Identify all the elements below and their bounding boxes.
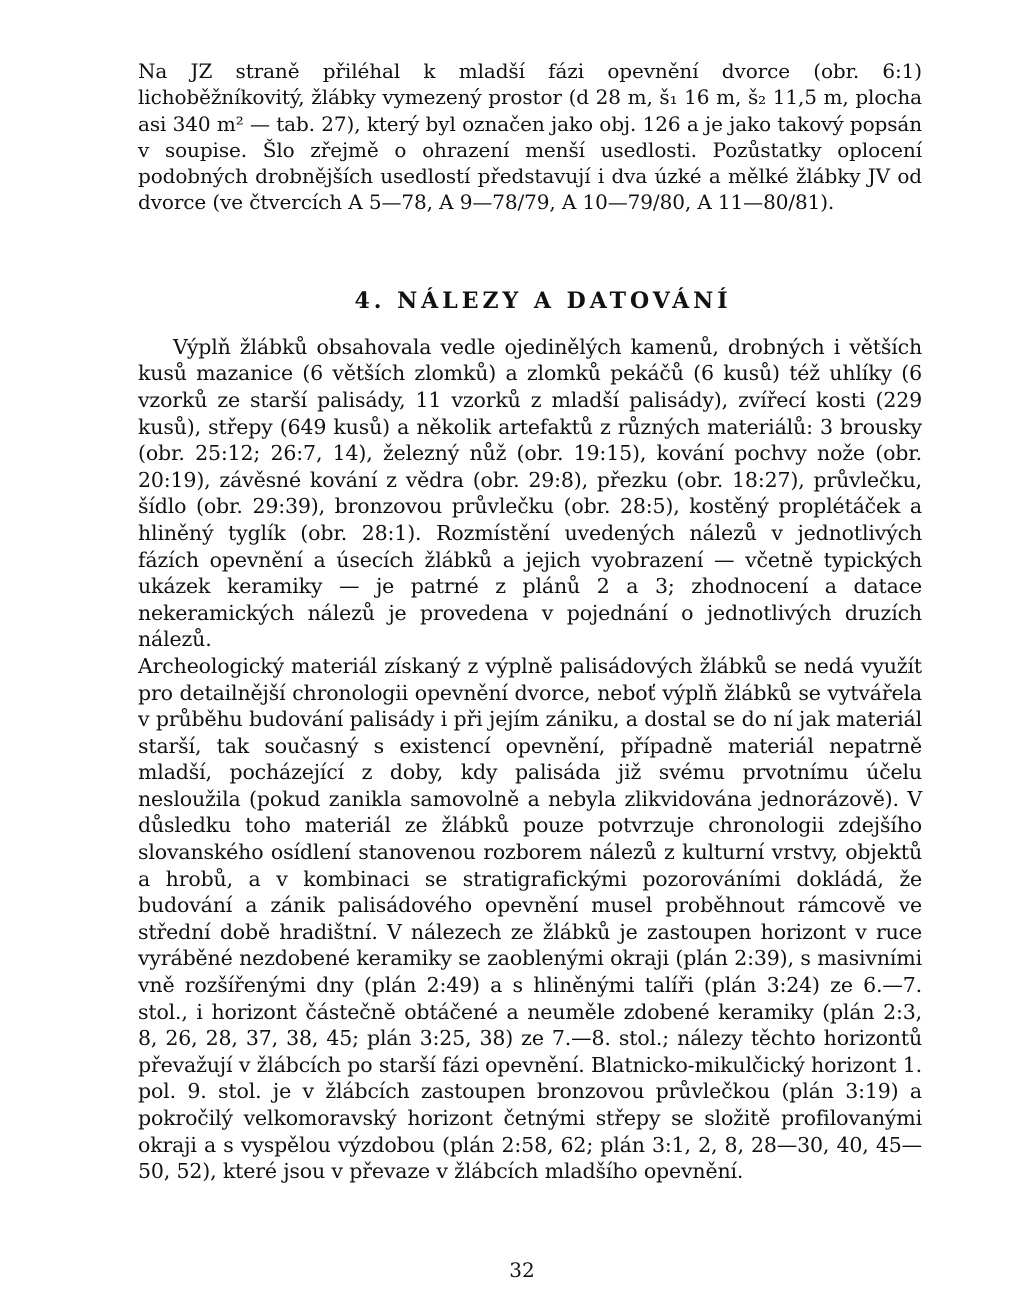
body-paragraph-2: Archeologický materiál získaný z výplně palisádových žlábků se nedá využít pro detailnější chronologii opevnění dvorce, neboť výplň žlábků se vytvářela v průběhu budování palisády i při jejím zániku, a dostal se do ní jak materiál starší, tak současný s existencí opevnění, případně materiál nepatrně mladší, pocházející z doby, kdy palisáda již svému prvotnímu účelu nesloužila (pokud zanikla samovolně a nebyla zlikvidována jednorázově). V důsledku toho materiál ze žlábků pouze potvrzuje chronologii zdejšího slovanského osídlení stanovenou rozborem nálezů z kulturní vrstvy, objektů a hrobů, a v kombinaci se stratigrafickými pozorováními dokládá, že budování a zánik palisádového opevnění musel proběhnout rámcově ve střední době hradištní. V nálezech ze žlábků je zastoupen horizont v ruce vyráběné nezdobené keramiky se zaoblenými okraji (plán 2:39), s masivními vně rozšířenými dny (plán 2:49) a s hliněnými talíři (plán 3:24) ze 6.—7. stol., i horizont částečně obtáčené a neuměle zdobené keramiky (plán 2:3, 8, 26, 28, 37, 38, 45; plán 3:25, 38) ze 7.—8. stol.; nálezy těchto horizontů převažují v žlábcích po starší fázi opevnění. Blatnicko-mikulčický horizont 1. pol. 9. stol. je v žlábcích zastoupen bronzovou průvlečkou (plán 3:19) a pokročilý velkomoravský horizont četnými střepy se složitě profilovanými okraji a s vyspělou výzdobou (plán 2:58, 62; plán 3:1, 2, 8, 28—30, 40, 45—50, 52), které jsou v převaze v žlábcích mladšího opevnění. bbox=[138, 653, 922, 1184]
body-paragraph-1: Výplň žlábků obsahovala vedle ojedinělých kamenů, drobných i větších kusů mazanice (6 větších zlomků) a zlomků pekáčů (6 kusů) též uhlíky (6 vzorků ze starší palisády, 11 vzorků z mladší palisády), zvířecí kosti (229 kusů), střepy (649 kusů) a několik artefaktů z různých materiálů: 3 brousky (obr. 25:12; 26:7, 14), železný nůž (obr. 19:15), kování pochvy nože (obr. 20:19), závěsné kování z vědra (obr. 29:8), přezku (obr. 18:27), průvlečku, šídlo (obr. 29:39), bronzovou průvlečku (obr. 28:5), kostěný proplétáček a hliněný tyglík (obr. 28:1). Rozmístění uvedených nálezů v jednotlivých fázích opevnění a úsecích žlábků a jejich vyobrazení — včetně typických ukázek keramiky — je patrné z plánů 2 a 3; zhodnocení a datace nekeramických nálezů je provedena v pojednání o jednotlivých druzích nálezů. bbox=[138, 334, 922, 652]
section-heading: 4. NÁLEZY A DATOVÁNÍ bbox=[354, 287, 732, 314]
intro-paragraph: Na JZ straně přiléhal k mladší fázi opevnění dvorce (obr. 6:1) lichoběžníkovitý, žlábky vymezený prostor (d 28 m, š₁ 16 m, š₂ 11,5 m, plocha asi 340 m² — tab. 27), který byl označen jako obj. 126 a je jako takový popsán v soupise. Šlo zřejmě o ohrazení menší usedlosti. Pozůstatky oplocení podobných drobnějších usedlostí představují i dva úzké a mělké žlábky JV od dvorce (ve čtvercích A 5—78, A 9—78/79, A 10—79/80, A 11—80/81). bbox=[138, 59, 922, 215]
page-number: 32 bbox=[509, 1258, 535, 1282]
page-content bbox=[138, 58, 922, 1185]
